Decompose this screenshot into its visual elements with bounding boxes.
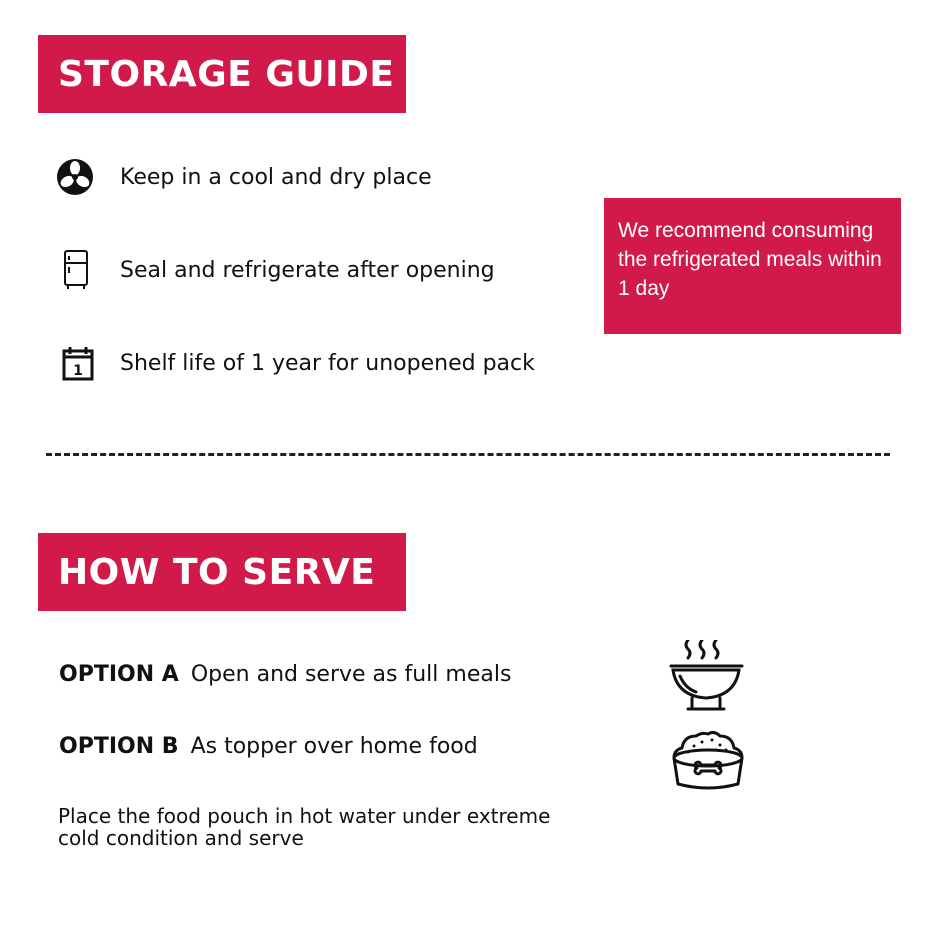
how-to-serve-banner [38,533,406,611]
storage-guide-banner [38,35,406,113]
calendar-icon [55,341,99,385]
option-text: Open and serve as full meals [190,662,512,687]
recommendation-text: We recommend consuming the refrigerated meals within 1 day [618,219,882,300]
storage-guide-title: STORAGE GUIDE [58,53,395,95]
option-text: As topper over home food [190,734,478,759]
storage-item-shelf-life [55,341,535,385]
how-to-serve-title: HOW TO SERVE [58,551,376,593]
fan-icon [55,155,99,199]
serve-option-a [59,662,511,687]
serving-note-text: Place the food pouch in hot water under extreme cold condition and serve [58,804,551,850]
steaming-bowl-icon [668,640,746,718]
recommendation-box [604,198,901,334]
section-divider [46,453,890,456]
option-label: OPTION B [59,734,179,759]
storage-item-text: Shelf life of 1 year for unopened pack [120,350,535,376]
dog-bowl-icon [668,730,748,796]
serving-note [58,805,598,849]
storage-item-cool-dry [55,155,432,199]
storage-item-refrigerate [55,248,495,292]
fridge-icon [55,248,99,292]
svg-text:1: 1 [73,363,83,379]
option-label: OPTION A [59,662,179,687]
serve-option-b [59,734,478,759]
storage-item-text: Keep in a cool and dry place [120,164,432,190]
storage-item-text: Seal and refrigerate after opening [120,257,495,283]
